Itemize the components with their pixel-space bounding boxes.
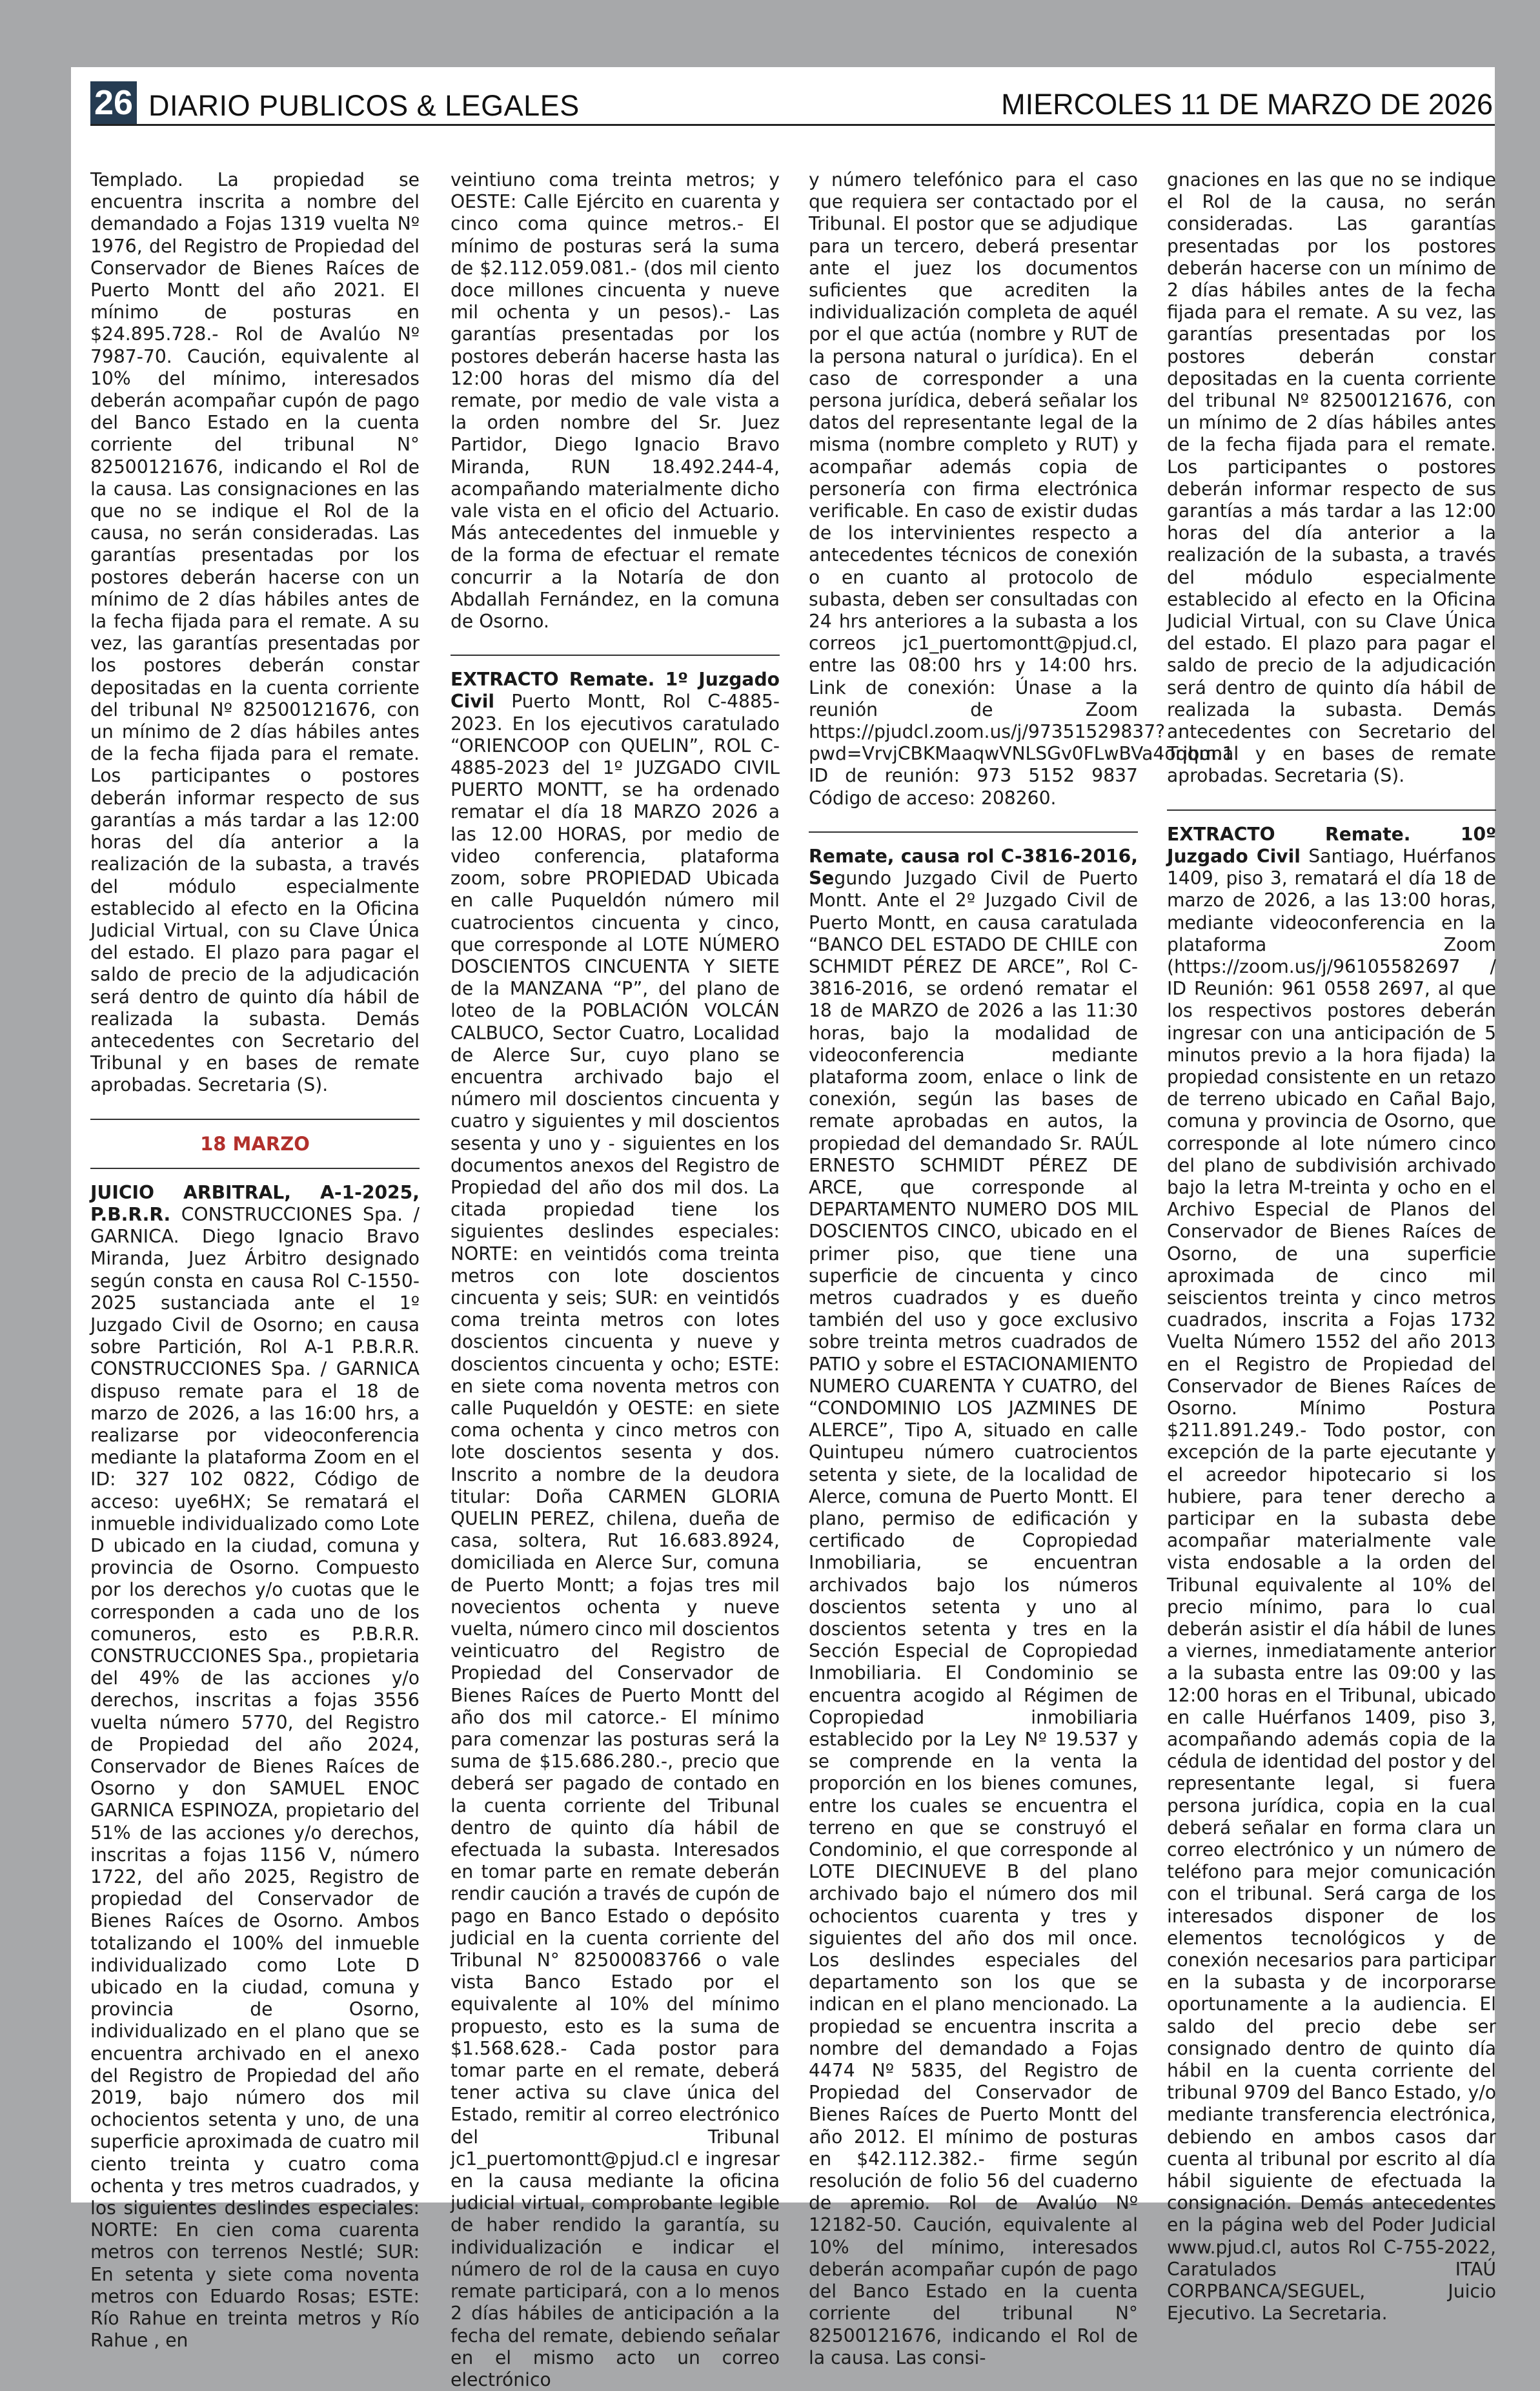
notice-heading: Remate, causa rol C-3816-2016, Se — [809, 845, 1138, 890]
column-4 — [1167, 169, 1496, 2325]
publication-name: DIARIO PUBLICOS & LEGALES — [148, 89, 580, 122]
notice-continuation: veintiuno coma treinta metros; y OESTE: Calle Ejército en cuarenta y cinco coma quince metros.- El mínimo de posturas será la suma de $2.112.059.081.- (dos mil ciento doce millones cincuenta y nueve mil ochenta y un pesos).- Las garantías presentadas por los postores deberán hacerse hasta las 12:00 horas del mismo día del remate, por medio de vale vista a la orden nombre del Sr. Juez Partidor, Diego Ignacio Bravo Miranda, RUN 18.492.244-4, acompañando materialmente dicho vale vista en el oficio del Actuario. Más antecedentes del inmueble y de la forma de efectuar el remate concurrir a la Notaría de don Abdallah Fernández, en la comuna de Osorno. — [451, 169, 780, 633]
column-2 — [451, 169, 780, 2390]
notice-heading: JUICIO ARBITRAL, A-1-2025, P.B.R.R. — [90, 1181, 420, 1225]
page-number: 26 — [90, 81, 137, 124]
column-1 — [90, 169, 420, 2352]
page-header — [90, 81, 1495, 126]
notice-body: gundo Juzgado Civil de Puerto Montt. Ante el 2º Juzgado Civil de Puerto Montt, en causa caratulada “BANCO DEL ESTADO DE CHILE con SCHMIDT PÉREZ DE ARCE”, Rol C-3816-2016, se ordenó rematar el 18 de MARZO de 2026 a las 11:30 horas, bajo la modalidad de videoconferencia mediante plataforma zoom, enlace o link de conexión, según las bases de remate aprobadas en autos, la propiedad del demandado Sr. RAÚL ERNESTO SCHMIDT PÉREZ DE ARCE, que corresponde al DEPARTAMENTO NUMERO DOS MIL DOSCIENTOS CINCO, ubicado en el primer piso, que tiene una superficie de cincuenta y cinco metros cuadrados y es dueño también del uso y goce exclusivo sobre treinta metros cuadrados de PATIO y sobre el ESTACIONAMIENTO NUMERO CUARENTA Y CUATRO, del “CONDOMINIO LOS JAZMINES DE ALERCE”, Tipo A, situado en calle Quintupeu número cuatrocientos setenta y siete, de la localidad de Alerce, comuna de Puerto Montt. El plano, permiso de edificación y certificado de Copropiedad Inmobiliaria, se encuentran archivados bajo los números doscientos setenta y uno al doscientos setenta y tres en la Sección Especial de Copropiedad Inmobiliaria. El Condominio se encuentra acogido al Régimen de Copropiedad inmobiliaria establecido por la Ley Nº 19.537 y se comprende en la venta la proporción en los bienes comunes, entre los cuales se encuentra el terreno en que se construyó el Condominio, el que corresponde al LOTE DIECINUEVE B del plano archivado bajo el número dos mil ochocientos cuarenta y tres y siguientes del año dos mil once. Los deslindes especiales del departamento son los que se indican en el plano mencionado. La propiedad se encuentra inscrita a nombre del demandado a Fojas 4474 Nº 5835, del Registro de Propiedad del Conservador de Bienes Raíces de Puerto Montt del año 2012. El mínimo de posturas en $42.112.382.- firme según resolución de folio 56 del cuaderno de apremio. Rol de Avalúo Nº 12182-50. Caución, equivalente al 10% del mínimo, interesados deberán acompañar cupón de pago del Banco Estado en la cuenta corriente del tribunal N° 82500121676, indicando el Rol de la causa. Las consi- — [809, 868, 1138, 2368]
section-divider — [451, 655, 780, 656]
notice-continuation: Templado. La propiedad se encuentra inscrita a nombre del demandado a Fojas 1319 vuelta Nº 1976, del Registro de Propiedad del Conservador de Bienes Raíces de Puerto Montt del año 2021. El mínimo de posturas en $24.895.728.- Rol de Avalúo Nº 7987-70. Caución, equivalente al 10% del mínimo, interesados deberán acompañar cupón de pago del Banco Estado en la cuenta corriente del tribunal N° 82500121676, indicando el Rol de la causa. Las consignaciones en las que no se indique el Rol de la causa, no serán consideradas. Las garantías presentadas por los postores deberán hacerse con un mínimo de 2 días hábiles antes de la fecha fijada para el remate. A su vez, las garantías presentadas por los postores deberán constar depositadas en la cuenta corriente del tribunal Nº 82500121676, con un mínimo de 2 días hábiles antes de la fecha fijada para el remate. Los participantes o postores deberán informar respecto de sus garantías a más tardar a las 12:00 horas del día anterior a la realización de la subasta, a través del módulo especialmente establecido al efecto en la Oficina Judicial Virtual, con su Clave Única del estado. El plazo para pagar el saldo de precio de la adjudicación será dentro de quinto día hábil de realizada la subasta. Demás antecedentes con Secretario del Tribunal y en bases de remate aprobadas. Secretaria (S). — [90, 169, 420, 1096]
notice-extracto-10-juzgado — [1167, 824, 1496, 2325]
notice-body: CONSTRUCCIONES Spa. / GARNICA. Diego Ignacio Bravo Miranda, Juez Árbitro designado según consta en causa Rol C-1550-2025 sustanciada ante el 1º Juzgado Civil de Osorno; en causa sobre Partición, Rol A-1 P.B.R.R. CONSTRUCCIONES Spa. / GARNICA dispuso remate para el 18 de marzo de 2026, a las 16:00 hrs, a realizarse por videoconferencia mediante la plataforma Zoom en el ID: 327 102 0822, Código de acceso: uye6HX; Se rematará el inmueble individualizado como Lote D ubicado en la ciudad, comuna y provincia de Osorno. Compuesto por los derechos y/o cuotas que le corresponden a cada uno de los comuneros, esto es P.B.R.R. CONSTRUCCIONES Spa., propietaria del 49% de las acciones y/o derechos, inscritas a fojas 3556 vuelta número 5770, del Registro de Propiedad del año 2024, Conservador de Bienes Raíces de Osorno y don SAMUEL ENOC GARNICA ESPINOZA, propietario del 51% de las acciones y/o derechos, inscritas a fojas 1156 V, número 1722, del año 2025, Registro de propiedad del Conservador de Bienes Raíces de Osorno. Ambos totalizando el 100% del inmueble individualizado como Lote D ubicado en la ciudad, comuna y provincia de Osorno, individualizado en el plano que se encuentra archivado en el anexo del Registro de Propiedad del año 2019, bajo número dos mil ochocientos setenta y uno, de una superficie aproximada de cuatro mil ciento treinta y cuatro coma ochenta y tres metros cuadrados, y los siguientes deslindes especiales: NORTE: En cien coma cuarenta metros con terrenos Nestlé; SUR: En setenta y siete coma noventa metros con Eduardo Rosas; ESTE: Río Rahue en treinta metros y Río Rahue , en — [90, 1203, 420, 2352]
notice-juicio-arbitral — [90, 1182, 420, 2352]
notice-remate-c3816 — [809, 846, 1138, 2369]
notice-extracto-1-juzgado — [451, 669, 780, 2391]
column-3 — [809, 169, 1234, 2368]
publication-date: MIERCOLES 11 DE MARZO DE 2026 — [1001, 88, 1493, 121]
notice-body: Santiago, Huérfanos 1409, piso 3, rematará el día 18 de marzo de 2026, a las 13:00 horas, mediante videoconferencia en la plataforma Zoom (https://zoom.us/j/96105582697 / ID Reunión: 961 0558 2697, al que los respectivos postores deberán ingresar con una anticipación de 5 minutos previo a la hora fijada) la propiedad consistente en un retazo de terreno ubicado en Cañal Bajo, comuna y provincia de Osorno, que corresponde al lote número cinco del plano de subdivisión archivado bajo la letra M-treinta y ocho en el Archivo Especial de Planos del Conservador de Bienes Raíces de Osorno, de una superficie aproximada de cinco mil seiscientos treinta y cinco metros cuadrados, inscrita a Fojas 1732 Vuelta Número 1552 del año 2013 en el Registro de Propiedad del Conservador de Bienes Raíces de Osorno. Mínimo Postura $211.891.249.- Todo postor, con excepción de la parte ejecutante y el acreedor hipotecario si los hubiere, para tener derecho a participar en la subasta debe acompañar materialmente vale vista endosable a la orden del Tribunal equivalente al 10% del precio mínimo, para lo cual deberán asistir el día hábil de lunes a viernes, inmediatamente anterior a la subasta entre las 09:00 y las 12:00 horas en el Tribunal, ubicado en calle Huérfanos 1409, piso 3, acompañando además copia de la cédula de identidad del postor y del representante legal, si fuera persona jurídica, copia en la cual deberá señalar en forma clara un correo electrónico y un número de teléfono para mejor comunicación con el tribunal. Será carga de los interesados disponer de los elementos tecnológicos y de conexión necesarios para participar en la subasta y de incorporarse oportunamente a la audiencia. El saldo del precio debe ser consignado dentro de quinto día hábil en la cuenta corriente del tribunal 9709 del Banco Estado, y/o mediante transferencia electrónica, debiendo en ambos casos dar cuenta al tribunal por escrito al día hábil siguiente de efectuada la consignación. Demás antecedentes en la página web del Poder Judicial www.pjud.cl, autos Rol C-755-2022, Caratulados ITAÚ CORPBANCA/SEGUEL, Juicio Ejecutivo. La Secretaria. — [1167, 845, 1496, 2325]
date-heading: 18 MARZO — [200, 1132, 310, 1155]
notice-continuation: y número telefónico para el caso que requiera ser contactado por el Tribunal. El postor que se adjudique para un tercero, deberá presentar ante el juez los documentos suficientes que acrediten la individualización completa de aquél por el que actúa (nombre y RUT de la persona natural o jurídica). En el caso de corresponder a una persona jurídica, deberá señalar los datos del representante legal de la misma (nombre completo y RUT) y acompañar además copia de personería con firma electrónica verificable. En caso de existir dudas de los intervinientes respecto a antecedentes técnicos de conexión o en cuanto al protocolo de subasta, deben ser consultadas con 24 hrs anteriores a la subasta a los correos jc1_puertomontt@pjud.cl, entre las 08:00 hrs y 14:00 hrs. Link de conexión: Únase a la reunión de Zoom https://pjudcl.zoom.us/j/97351529837?pwd=VrvjCBKMaaqwVNLSGv0FLwBVa4oqqm.1 ID de reunión: 973 5152 9837 Código de acceso: 208260. — [809, 169, 1234, 809]
section-divider — [90, 1119, 420, 1120]
notice-body: Puerto Montt, Rol C-4885-2023. En los ejecutivos caratulado “ORIENCOOP con QUELIN”, ROL C-4885-2023 del 1º JUZGADO CIVIL PUERTO MONTT, se ha ordenado rematar el día 18 MARZO 2026 a las 12.00 HORAS, por medio de video conferencia, plataforma zoom, sobre PROPIEDAD Ubicada en calle Puqueldón número mil cuatrocientos cincuenta y cinco, que corresponde al LOTE NÚMERO DOSCIENTOS CINCUENTA Y SIETE de la MANZANA “P”, del plano de loteo de la POBLACIÓN VOLCÁN CALBUCO, Sector Cuatro, Localidad de Alerce Sur, cuyo plano se encuentra archivado bajo el número mil doscientos cincuenta y cuatro y siguientes y mil doscientos sesenta y uno y - siguientes en los documentos anexos del Registro de Propiedad del año dos mil dos. La citada propiedad tiene los siguientes deslindes especiales: NORTE: en veintidós coma treinta metros con lote doscientos cincuenta y seis; SUR: en veintidós coma treinta metros con lotes doscientos cincuenta y nueve y doscientos cincuenta y ocho; ESTE: en siete coma noventa metros con calle Puqueldón y OESTE: en siete coma ochenta y cinco metros con lote doscientos sesenta y dos. Inscrito a nombre de la deudora titular: Doña CARMEN GLORIA QUELIN PEREZ, chilena, dueña de casa, soltera, Rut 16.683.8924, domiciliada en Alerce Sur, comuna de Puerto Montt; a fojas tres mil novecientos ochenta y nueve vuelta, número cinco mil doscientos veinticuatro del Registro de Propiedad del Conservador de Bienes Raíces de Puerto Montt del año dos mil catorce.- El mínimo para comenzar las posturas será la suma de $15.686.280.-, precio que deberá ser pagado de contado en la cuenta corriente del Tribunal dentro de quinto día hábil de efectuada la subasta. Interesados en tomar parte en remate deberán rendir caución a través de cupón de pago en Banco Estado o depósito judicial en la cuenta corriente del Tribunal N° 82500083766 o vale vista Banco Estado por el equivalente al 10% del mínimo propuesto, esto es la suma de $1.568.628.- Cada postor para tomar parte en el remate, deberá tener activa su clave única del Estado, remitir al correo electrónico del Tribunal jc1_puertomontt@pjud.cl e ingresar en la causa mediante la oficina judicial virtual, comprobante legible de haber rendido la garantía, su individualización e indicar el número de rol de la causa en cuyo remate participará, con a lo menos 2 días hábiles de anticipación a la fecha del remate, debiendo señalar en el mismo acto un correo electrónico — [451, 691, 780, 2390]
section-divider — [90, 1168, 420, 1169]
notice-heading: EXTRACTO Remate. 10º Juzgado Civil — [1167, 823, 1496, 867]
section-divider — [809, 831, 1138, 833]
section-divider — [1167, 809, 1496, 811]
notice-heading: EXTRACTO Remate. 1º Juzgado Civil — [451, 669, 780, 713]
notice-continuation: gnaciones en las que no se indique el Rol de la causa, no serán consideradas. Las garantías presentadas por los postores deberán hacerse con un mínimo de 2 días hábiles antes de la fecha fijada para el remate. A su vez, las garantías presentadas por los postores deberán constar depositadas en la cuenta corriente del tribunal Nº 82500121676, con un mínimo de 2 días hábiles antes de la fecha fijada para el remate. Los participantes o postores deberán informar respecto de sus garantías a más tardar a las 12:00 horas del día anterior a la realización de la subasta, a través del módulo especialmente establecido al efecto en la Oficina Judicial Virtual, con su Clave Única del estado. El plazo para pagar el saldo de precio de la adjudicación será dentro de quinto día hábil de realizada la subasta. Demás antecedentes con Secretario del Tribunal y en bases de remate aprobadas. Secretaria (S). — [1167, 169, 1496, 787]
